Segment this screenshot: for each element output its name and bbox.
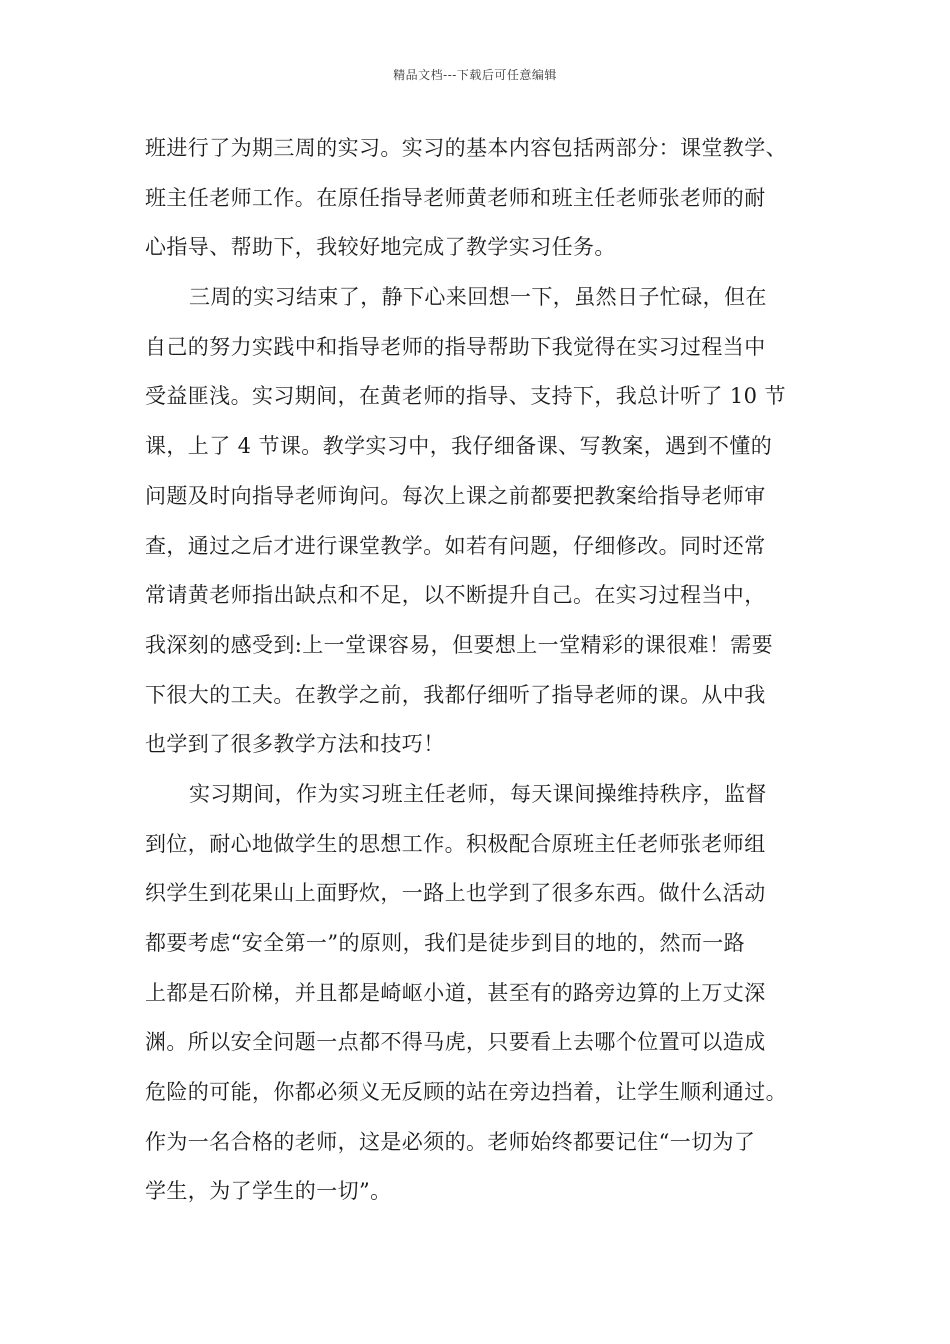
text-line: 班进行了为期三周的实习。实习的基本内容包括两部分：课堂教学、 (145, 136, 787, 160)
text-line: 我深刻的感受到:上一堂课容易，但要想上一堂精彩的课很难！需要 (145, 632, 774, 657)
text-line: 渊。所以安全问题一点都不得马虎，只要看上去哪个位置可以造成 (145, 1030, 766, 1055)
text-line: 织学生到花果山上面野炊，一路上也学到了很多东西。做什么活动 (145, 881, 766, 906)
text-line: 实习期间，作为实习班主任老师，每天课间操维持秩序，监督 (189, 781, 767, 806)
text-line: 班主任老师工作。在原任指导老师黄老师和班主任老师张老师的耐 (145, 185, 766, 210)
text-line: 自己的努力实践中和指导老师的指导帮助下我觉得在实习过程当中 (145, 334, 766, 359)
text-line: 常请黄老师指出缺点和不足，以不断提升自己。在实习过程当中， (145, 583, 766, 608)
document-body (145, 124, 835, 1217)
text-line: 危险的可能，你都必须义无反顾的站在旁边挡着，让学生顺利通过。 (145, 1080, 787, 1105)
paragraph (145, 770, 835, 1217)
text-line: 到位，耐心地做学生的思想工作。积极配合原班主任老师张老师组 (145, 831, 766, 856)
text-line: 学生，为了学生的一切”。 (145, 1179, 392, 1204)
text-line: 也学到了很多教学方法和技巧！ (145, 732, 445, 757)
text-line: 心指导、帮助下，我较好地完成了教学实习任务。 (145, 235, 616, 260)
text-line: 作为一名合格的老师，这是必须的。老师始终都要记住“一切为了 (145, 1129, 756, 1154)
paragraph (145, 124, 835, 273)
text-line: 问题及时向指导老师询问。每次上课之前都要把教案给指导老师审 (145, 483, 766, 508)
text-line: 受益匪浅。实习期间，在黄老师的指导、支持下，我总计听了 10 节 (145, 384, 786, 409)
text-line: 上都是石阶梯，并且都是崎岖小道，甚至有的路旁边算的上万丈深 (145, 980, 766, 1005)
text-line: 查，通过之后才进行课堂教学。如若有问题，仔细修改。同时还常 (145, 533, 766, 558)
paragraph (145, 273, 835, 770)
text-line: 都要考虑“安全第一”的原则，我们是徒步到目的地的，然而一路 (145, 931, 746, 955)
page-header: 精品文档---下载后可任意编辑 (393, 68, 557, 82)
text-line: 下很大的工夫。在教学之前，我都仔细听了指导老师的课。从中我 (145, 682, 766, 707)
text-line: 课，上了 4 节课。教学实习中，我仔细备课、写教案，遇到不懂的 (145, 434, 773, 459)
text-line: 三周的实习结束了，静下心来回想一下，虽然日子忙碌，但在 (189, 285, 767, 310)
